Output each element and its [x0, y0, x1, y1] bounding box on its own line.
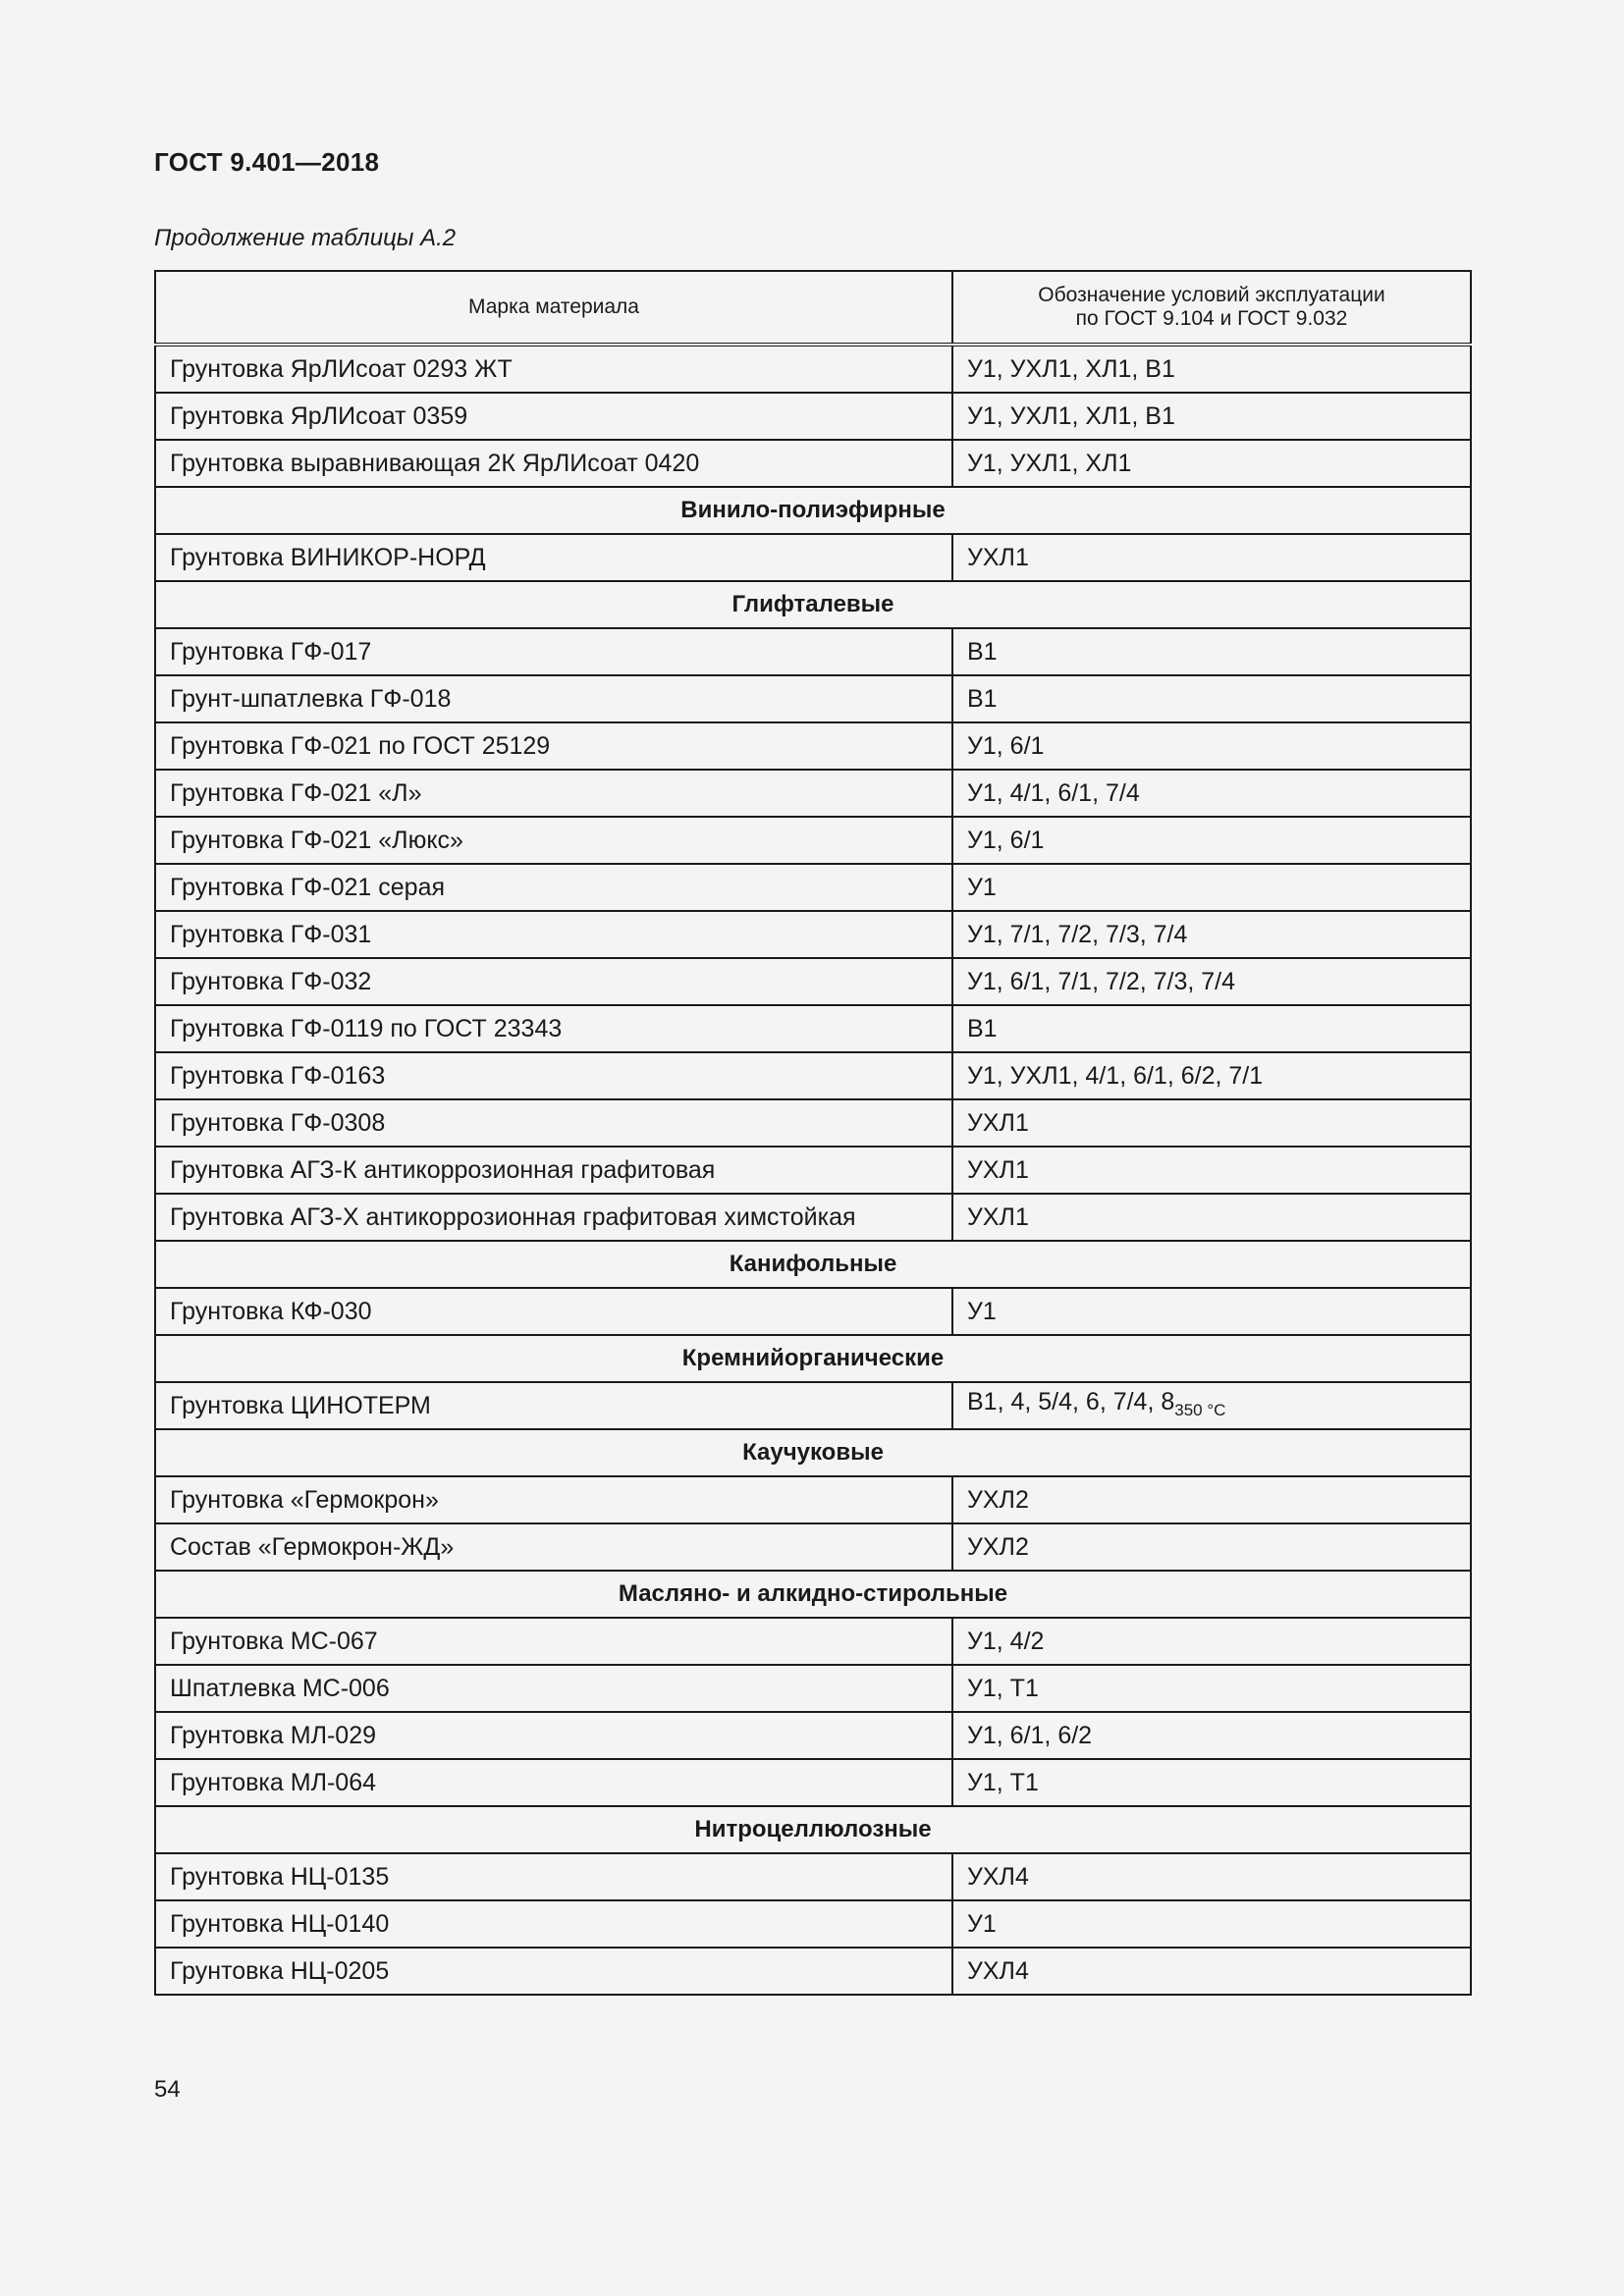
material-cell: Грунтовка ЯрЛИсоат 0359 — [155, 393, 952, 440]
conditions-value: УХЛ1 — [967, 1109, 1029, 1137]
material-cell: Грунтовка ЯрЛИсоат 0293 ЖТ — [155, 345, 952, 393]
table-row — [155, 440, 1471, 487]
conditions-cell — [952, 534, 1471, 581]
table-row — [155, 722, 1471, 770]
materials-table-container — [154, 270, 1470, 1996]
material-cell: Грунтовка НЦ-0205 — [155, 1948, 952, 1995]
table-row — [155, 1853, 1471, 1900]
conditions-cell — [952, 817, 1471, 864]
material-cell: Грунт-шпатлевка ГФ-018 — [155, 675, 952, 722]
material-cell: Грунтовка «Гермокрон» — [155, 1476, 952, 1523]
group-title: Масляно- и алкидно-стирольные — [155, 1571, 1471, 1618]
conditions-cell — [952, 393, 1471, 440]
table-row — [155, 770, 1471, 817]
conditions-value: В1 — [967, 1015, 998, 1042]
conditions-cell — [952, 345, 1471, 393]
material-cell: Грунтовка АГЗ-К антикоррозионная графитовая — [155, 1147, 952, 1194]
table-row — [155, 1618, 1471, 1665]
table-row — [155, 911, 1471, 958]
conditions-cell — [952, 1005, 1471, 1052]
material-cell: Грунтовка КФ-030 — [155, 1288, 952, 1335]
conditions-cell — [952, 1853, 1471, 1900]
conditions-value: У1, 6/1, 7/1, 7/2, 7/3, 7/4 — [967, 968, 1236, 995]
material-cell: Грунтовка МС-067 — [155, 1618, 952, 1665]
conditions-value: У1, 6/1 — [967, 732, 1045, 760]
material-cell: Грунтовка ГФ-021 «Л» — [155, 770, 952, 817]
conditions-value: У1, УХЛ1, 4/1, 6/1, 6/2, 7/1 — [967, 1062, 1264, 1090]
conditions-value: УХЛ2 — [967, 1486, 1029, 1514]
conditions-value: У1, Т1 — [967, 1769, 1039, 1796]
table-row — [155, 1382, 1471, 1429]
material-cell: Грунтовка МЛ-029 — [155, 1712, 952, 1759]
table-group-row — [155, 1806, 1471, 1853]
conditions-cell — [952, 1194, 1471, 1241]
conditions-value: В1 — [967, 638, 998, 666]
material-cell: Состав «Гермокрон-ЖД» — [155, 1523, 952, 1571]
conditions-value: У1, Т1 — [967, 1675, 1039, 1702]
column-header-conditions-line2: по ГОСТ 9.104 и ГОСТ 9.032 — [1075, 307, 1348, 330]
table-row — [155, 1147, 1471, 1194]
table-row — [155, 345, 1471, 393]
material-cell: Грунтовка ГФ-017 — [155, 628, 952, 675]
conditions-cell — [952, 1948, 1471, 1995]
table-group-row — [155, 1241, 1471, 1288]
material-cell: Шпатлевка МС-006 — [155, 1665, 952, 1712]
table-row — [155, 864, 1471, 911]
material-cell: Грунтовка ГФ-032 — [155, 958, 952, 1005]
conditions-value: УХЛ1 — [967, 1156, 1029, 1184]
conditions-cell — [952, 770, 1471, 817]
conditions-value: У1, УХЛ1, ХЛ1, В1 — [967, 402, 1175, 430]
material-cell: Грунтовка ГФ-021 по ГОСТ 25129 — [155, 722, 952, 770]
conditions-cell — [952, 628, 1471, 675]
conditions-value: У1, 6/1, 6/2 — [967, 1722, 1093, 1749]
conditions-value: УХЛ2 — [967, 1533, 1029, 1561]
conditions-cell — [952, 675, 1471, 722]
group-title: Кремнийорганические — [155, 1335, 1471, 1382]
conditions-cell — [952, 1382, 1471, 1429]
table-row — [155, 817, 1471, 864]
table-row — [155, 958, 1471, 1005]
table-row — [155, 1523, 1471, 1571]
conditions-cell — [952, 1147, 1471, 1194]
conditions-value: У1, 4/1, 6/1, 7/4 — [967, 779, 1140, 807]
group-title: Каучуковые — [155, 1429, 1471, 1476]
material-cell: Грунтовка ГФ-021 серая — [155, 864, 952, 911]
table-caption: Продолжение таблицы А.2 — [154, 225, 457, 251]
group-title: Глифталевые — [155, 581, 1471, 628]
material-cell: Грунтовка ГФ-0119 по ГОСТ 23343 — [155, 1005, 952, 1052]
table-row — [155, 1005, 1471, 1052]
conditions-value: У1 — [967, 1910, 997, 1938]
material-cell: Грунтовка ГФ-0163 — [155, 1052, 952, 1099]
table-group-row — [155, 487, 1471, 534]
conditions-cell — [952, 440, 1471, 487]
conditions-value: У1, УХЛ1, ХЛ1 — [967, 450, 1132, 477]
conditions-cell — [952, 1288, 1471, 1335]
conditions-value: УХЛ4 — [967, 1957, 1029, 1985]
conditions-cell — [952, 722, 1471, 770]
conditions-value: УХЛ1 — [967, 544, 1029, 571]
conditions-value: У1, УХЛ1, ХЛ1, В1 — [967, 355, 1175, 383]
document-code: ГОСТ 9.401—2018 — [154, 147, 380, 177]
conditions-value: У1 — [967, 1298, 997, 1325]
conditions-cell — [952, 911, 1471, 958]
conditions-cell — [952, 1523, 1471, 1571]
table-row — [155, 1759, 1471, 1806]
table-group-row — [155, 1335, 1471, 1382]
conditions-cell — [952, 1099, 1471, 1147]
group-title: Канифольные — [155, 1241, 1471, 1288]
material-cell: Грунтовка ГФ-0308 — [155, 1099, 952, 1147]
conditions-value: УХЛ1 — [967, 1203, 1029, 1231]
table-row — [155, 1099, 1471, 1147]
conditions-cell — [952, 958, 1471, 1005]
materials-table — [154, 270, 1472, 1996]
table-group-row — [155, 581, 1471, 628]
conditions-value: В1 — [967, 685, 998, 713]
table-header-row — [155, 271, 1471, 345]
conditions-value: У1, 7/1, 7/2, 7/3, 7/4 — [967, 921, 1188, 948]
material-cell: Грунтовка ГФ-021 «Люкс» — [155, 817, 952, 864]
group-title: Нитроцеллюлозные — [155, 1806, 1471, 1853]
conditions-subscript: 350 °С — [1174, 1400, 1226, 1419]
material-cell: Грунтовка ВИНИКОР-НОРД — [155, 534, 952, 581]
column-header-material: Марка материала — [155, 271, 952, 345]
conditions-value: УХЛ4 — [967, 1863, 1029, 1891]
table-row — [155, 1288, 1471, 1335]
table-row — [155, 1712, 1471, 1759]
material-cell: Грунтовка НЦ-0140 — [155, 1900, 952, 1948]
conditions-cell — [952, 1900, 1471, 1948]
conditions-cell — [952, 1618, 1471, 1665]
column-header-conditions — [952, 271, 1471, 345]
material-cell: Грунтовка ГФ-031 — [155, 911, 952, 958]
table-group-row — [155, 1571, 1471, 1618]
conditions-cell — [952, 1712, 1471, 1759]
material-cell: Грунтовка выравнивающая 2К ЯрЛИсоат 0420 — [155, 440, 952, 487]
conditions-value: У1, 6/1 — [967, 827, 1045, 854]
material-cell: Грунтовка ЦИНОТЕРМ — [155, 1382, 952, 1429]
table-row — [155, 1052, 1471, 1099]
page-number: 54 — [154, 2076, 181, 2103]
table-group-row — [155, 1429, 1471, 1476]
conditions-cell — [952, 1759, 1471, 1806]
table-row — [155, 675, 1471, 722]
conditions-cell — [952, 1052, 1471, 1099]
material-cell: Грунтовка АГЗ-Х антикоррозионная графитовая химстойкая — [155, 1194, 952, 1241]
table-row — [155, 1948, 1471, 1995]
column-header-conditions-line1: Обозначение условий эксплуатации — [1038, 284, 1385, 306]
table-row — [155, 1665, 1471, 1712]
group-title: Винило-полиэфирные — [155, 487, 1471, 534]
table-body — [155, 345, 1471, 1995]
table-row — [155, 534, 1471, 581]
conditions-cell — [952, 864, 1471, 911]
material-cell: Грунтовка МЛ-064 — [155, 1759, 952, 1806]
conditions-value: У1, 4/2 — [967, 1628, 1045, 1655]
conditions-cell — [952, 1665, 1471, 1712]
material-cell: Грунтовка НЦ-0135 — [155, 1853, 952, 1900]
table-row — [155, 628, 1471, 675]
table-row — [155, 1900, 1471, 1948]
table-row — [155, 393, 1471, 440]
conditions-value: В1, 4, 5/4, 6, 7/4, 8 — [967, 1387, 1175, 1415]
table-row — [155, 1194, 1471, 1241]
conditions-cell — [952, 1476, 1471, 1523]
conditions-value: У1 — [967, 874, 997, 901]
table-row — [155, 1476, 1471, 1523]
